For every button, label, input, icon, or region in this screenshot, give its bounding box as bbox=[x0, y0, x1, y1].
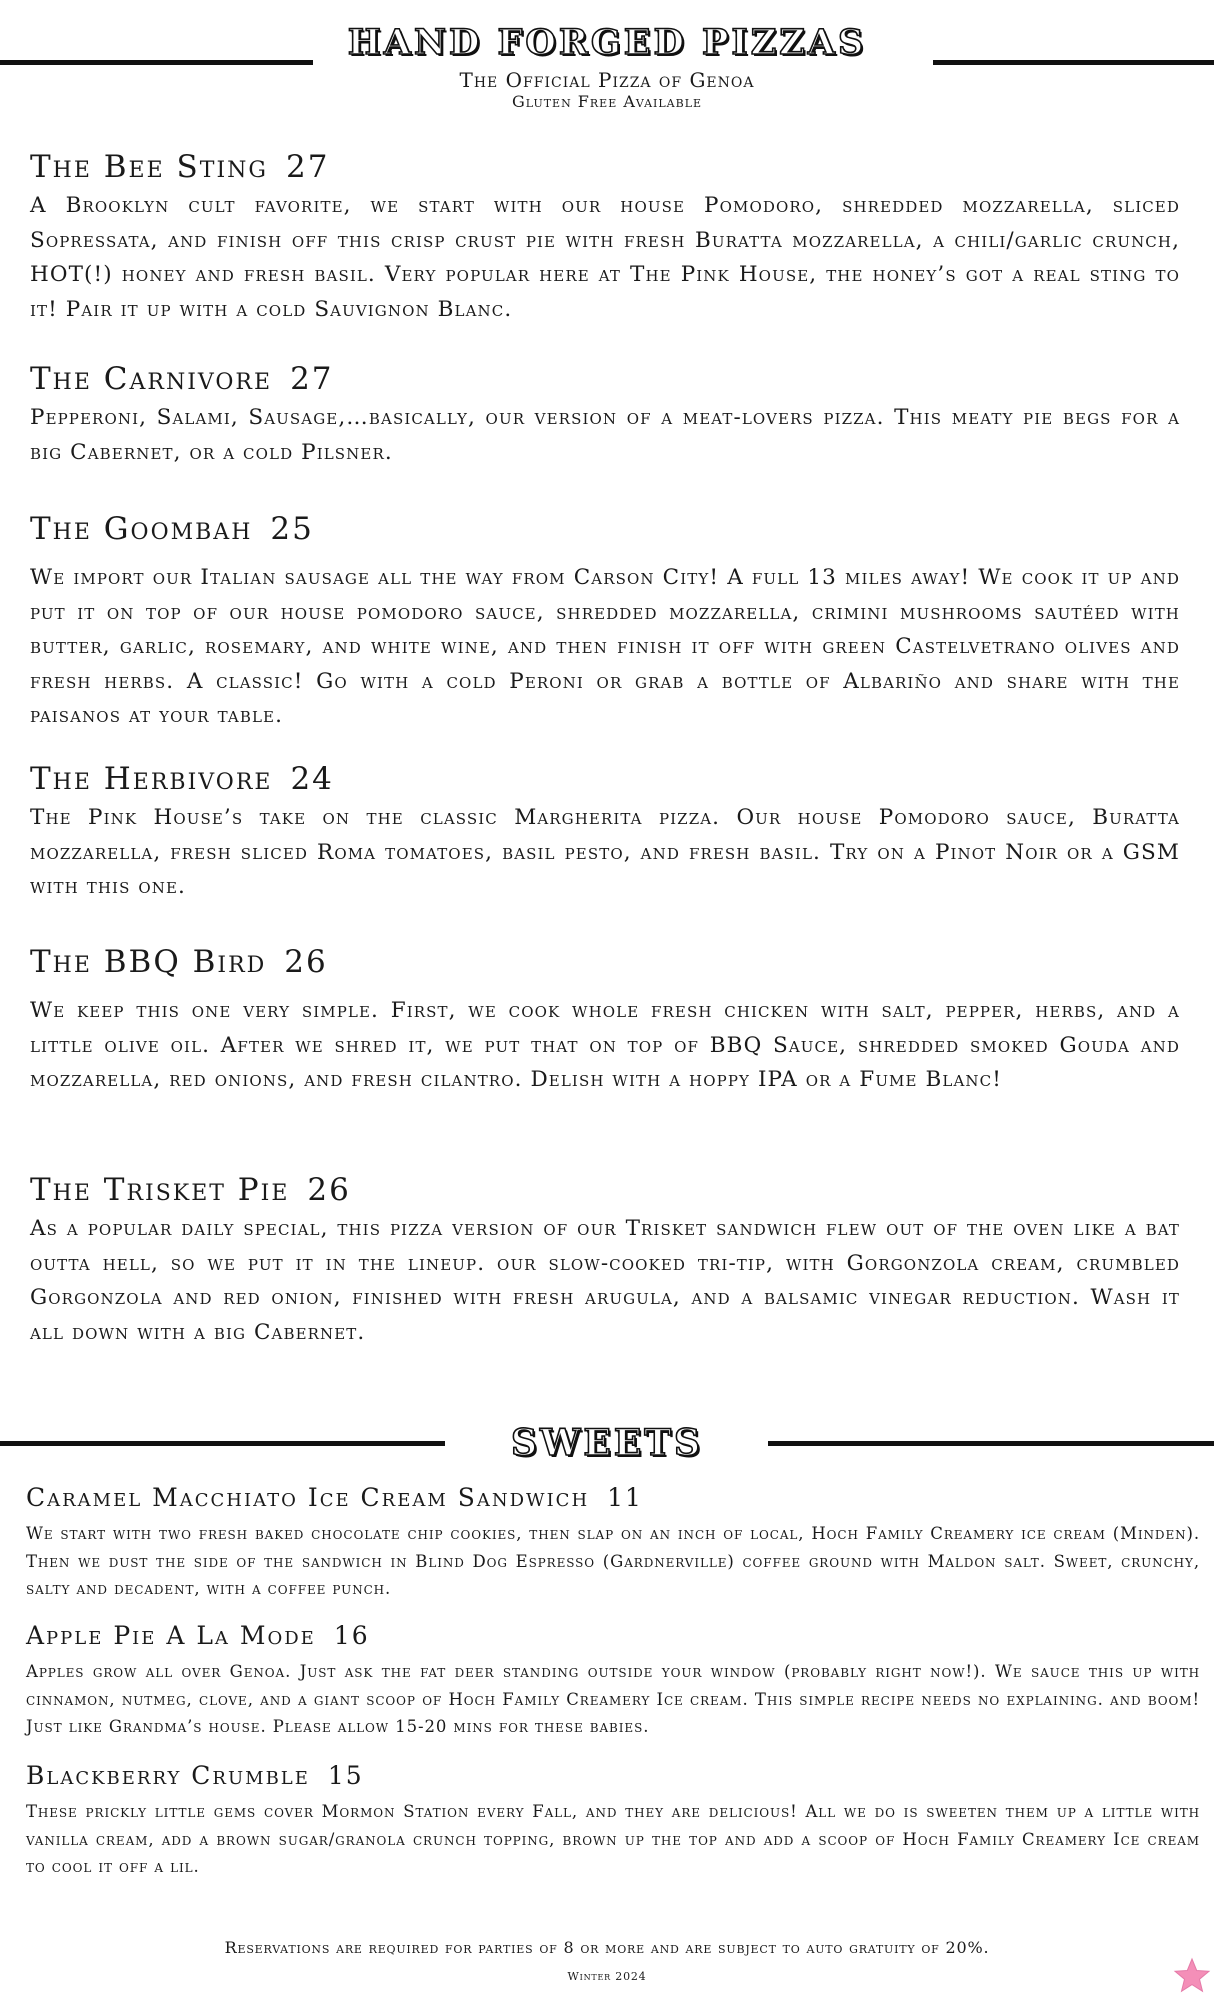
item-price: 27 bbox=[285, 149, 330, 185]
item-name: The Herbivore bbox=[30, 761, 273, 797]
item-price: 24 bbox=[290, 761, 334, 797]
menu-title: HAND FORGED PIZZAS bbox=[347, 22, 867, 63]
item-heading bbox=[30, 757, 1180, 801]
menu-item-goombah bbox=[30, 507, 1180, 734]
item-name: The Goombah bbox=[30, 511, 253, 547]
item-heading bbox=[30, 145, 1180, 189]
item-price: 26 bbox=[307, 1172, 351, 1208]
star-shape bbox=[1175, 1959, 1209, 1991]
item-heading bbox=[30, 1168, 1180, 1212]
item-heading bbox=[26, 1480, 1200, 1516]
item-price: 25 bbox=[270, 511, 314, 547]
menu-item-trisket-pie bbox=[30, 1168, 1180, 1350]
item-heading bbox=[30, 507, 1180, 551]
banner-rule-right bbox=[768, 1441, 1214, 1446]
item-price: 15 bbox=[327, 1761, 364, 1790]
gluten-free-note: Gluten Free Available bbox=[511, 92, 703, 111]
item-description: The Pink House’s take on the classic Margherita pizza. Our house Pomodoro sauce, Buratta mozzarella, fresh sliced Roma tomatoes, basil pesto, and fresh basil. Try on a Pinot Noir or a GSM with this one. bbox=[30, 805, 1180, 899]
item-name: Blackberry Crumble bbox=[26, 1761, 310, 1790]
item-description: Apples grow all over Genoa. Just ask the fat deer standing outside your window (probably right now!). We sauce this up with cinnamon, nutmeg, clove, and a giant scoop of Hoch Family Creamery Ice cream. This simple recipe needs no explaining. and boom! Just like Grandma’s house. Please allow 15-20 mins for these babies. bbox=[26, 1662, 1200, 1736]
item-name: The Carnivore bbox=[30, 361, 273, 397]
season-label: Winter 2024 bbox=[567, 1970, 647, 1983]
item-description: We import our Italian sausage all the way from Carson City! A full 13 miles away! We cook it up and put it on top of our house pomodoro sauce, shredded mozzarella, crimini mushrooms sautéed with butter, garlic, rosemary, and white wine, and then finish it off with green Castelvetrano olives and fresh herbs. A classic! Go with a cold Peroni or grab a bottle of Albariño and share with the paisanos at your table. bbox=[30, 565, 1180, 728]
item-heading bbox=[26, 1618, 1200, 1654]
item-name: Apple Pie A La Mode bbox=[26, 1621, 316, 1650]
item-description: We keep this one very simple. First, we cook whole fresh chicken with salt, pepper, herbs, and a little olive oil. After we shred it, we put that on top of BBQ Sauce, shredded smoked Gouda and mozzarella, red onions, and fresh cilantro. Delish with a hoppy IPA or a Fume Blanc! bbox=[30, 998, 1180, 1092]
item-price: 27 bbox=[290, 361, 334, 397]
menu-item-herbivore bbox=[30, 757, 1180, 905]
item-description: We start with two fresh baked chocolate chip cookies, then slap on an inch of local, Hoch Family Creamery ice cream (Minden). Then we dust the side of the sandwich in Blind Dog Espresso (Gardnerville) coffee ground with Maldon salt. Sweet, crunchy, salty and decadent, with a coffee punch. bbox=[26, 1524, 1200, 1598]
item-heading bbox=[30, 940, 1180, 984]
item-price: 16 bbox=[333, 1621, 370, 1650]
reservations-note: Reservations are required for parties of 8 or more and are subject to auto gratuity of 20%. bbox=[224, 1938, 990, 1957]
item-price: 11 bbox=[607, 1483, 643, 1512]
menu-item-carnivore bbox=[30, 357, 1180, 470]
banner-rule-right bbox=[933, 60, 1214, 65]
tagline: The Official Pizza of Genoa bbox=[459, 68, 755, 92]
menu-item-bee-sting bbox=[30, 145, 1180, 327]
star-icon bbox=[1172, 1956, 1212, 1996]
item-description: Pepperoni, Salami, Sausage,…basically, our version of a meat-lovers pizza. This meaty pie begs for a big Cabernet, or a cold Pilsner. bbox=[30, 405, 1180, 465]
item-description: These prickly little gems cover Mormon Station every Fall, and they are delicious! All we do is sweeten them up a little with vanilla cream, add a brown sugar/granola crunch topping, brown up the top and add a scoop of Hoch Family Creamery Ice cream to cool it off a lil. bbox=[26, 1802, 1200, 1876]
sweets-banner bbox=[0, 1418, 1214, 1478]
item-price: 26 bbox=[284, 944, 328, 980]
menu-item-blackberry-crumble bbox=[26, 1758, 1200, 1881]
menu-item-ice-cream-sandwich bbox=[26, 1480, 1200, 1603]
menu-item-bbq-bird bbox=[30, 940, 1180, 1098]
item-description: A Brooklyn cult favorite, we start with our house Pomodoro, shredded mozzarella, sliced Sopressata, and finish off this crisp crust pie with fresh Buratta mozzarella, a chili/garlic crunch, HOT(!) honey and fresh basil. Very popular here at The Pink House, the honey’s got a real sting to it! Pair it up with a cold Sauvignon Blanc. bbox=[30, 193, 1181, 322]
item-name: The Trisket Pie bbox=[30, 1172, 290, 1208]
sweets-title: SWEETS bbox=[510, 1422, 704, 1464]
item-heading bbox=[30, 357, 1180, 401]
item-name: The Bee Sting bbox=[30, 149, 268, 185]
item-heading bbox=[26, 1758, 1200, 1794]
item-description: As a popular daily special, this pizza version of our Trisket sandwich flew out of the oven like a bat outta hell, so we put it in the lineup. our slow-cooked tri-tip, with Gorgonzola cream, crumbled Gorgonzola and red onion, finished with fresh arugula, and a balsamic vinegar reduction. Wash it all down with a big Cabernet. bbox=[30, 1216, 1180, 1345]
menu-item-apple-pie bbox=[26, 1618, 1200, 1741]
item-name: Caramel Macchiato Ice Cream Sandwich bbox=[26, 1483, 590, 1512]
item-name: The BBQ Bird bbox=[30, 944, 267, 980]
